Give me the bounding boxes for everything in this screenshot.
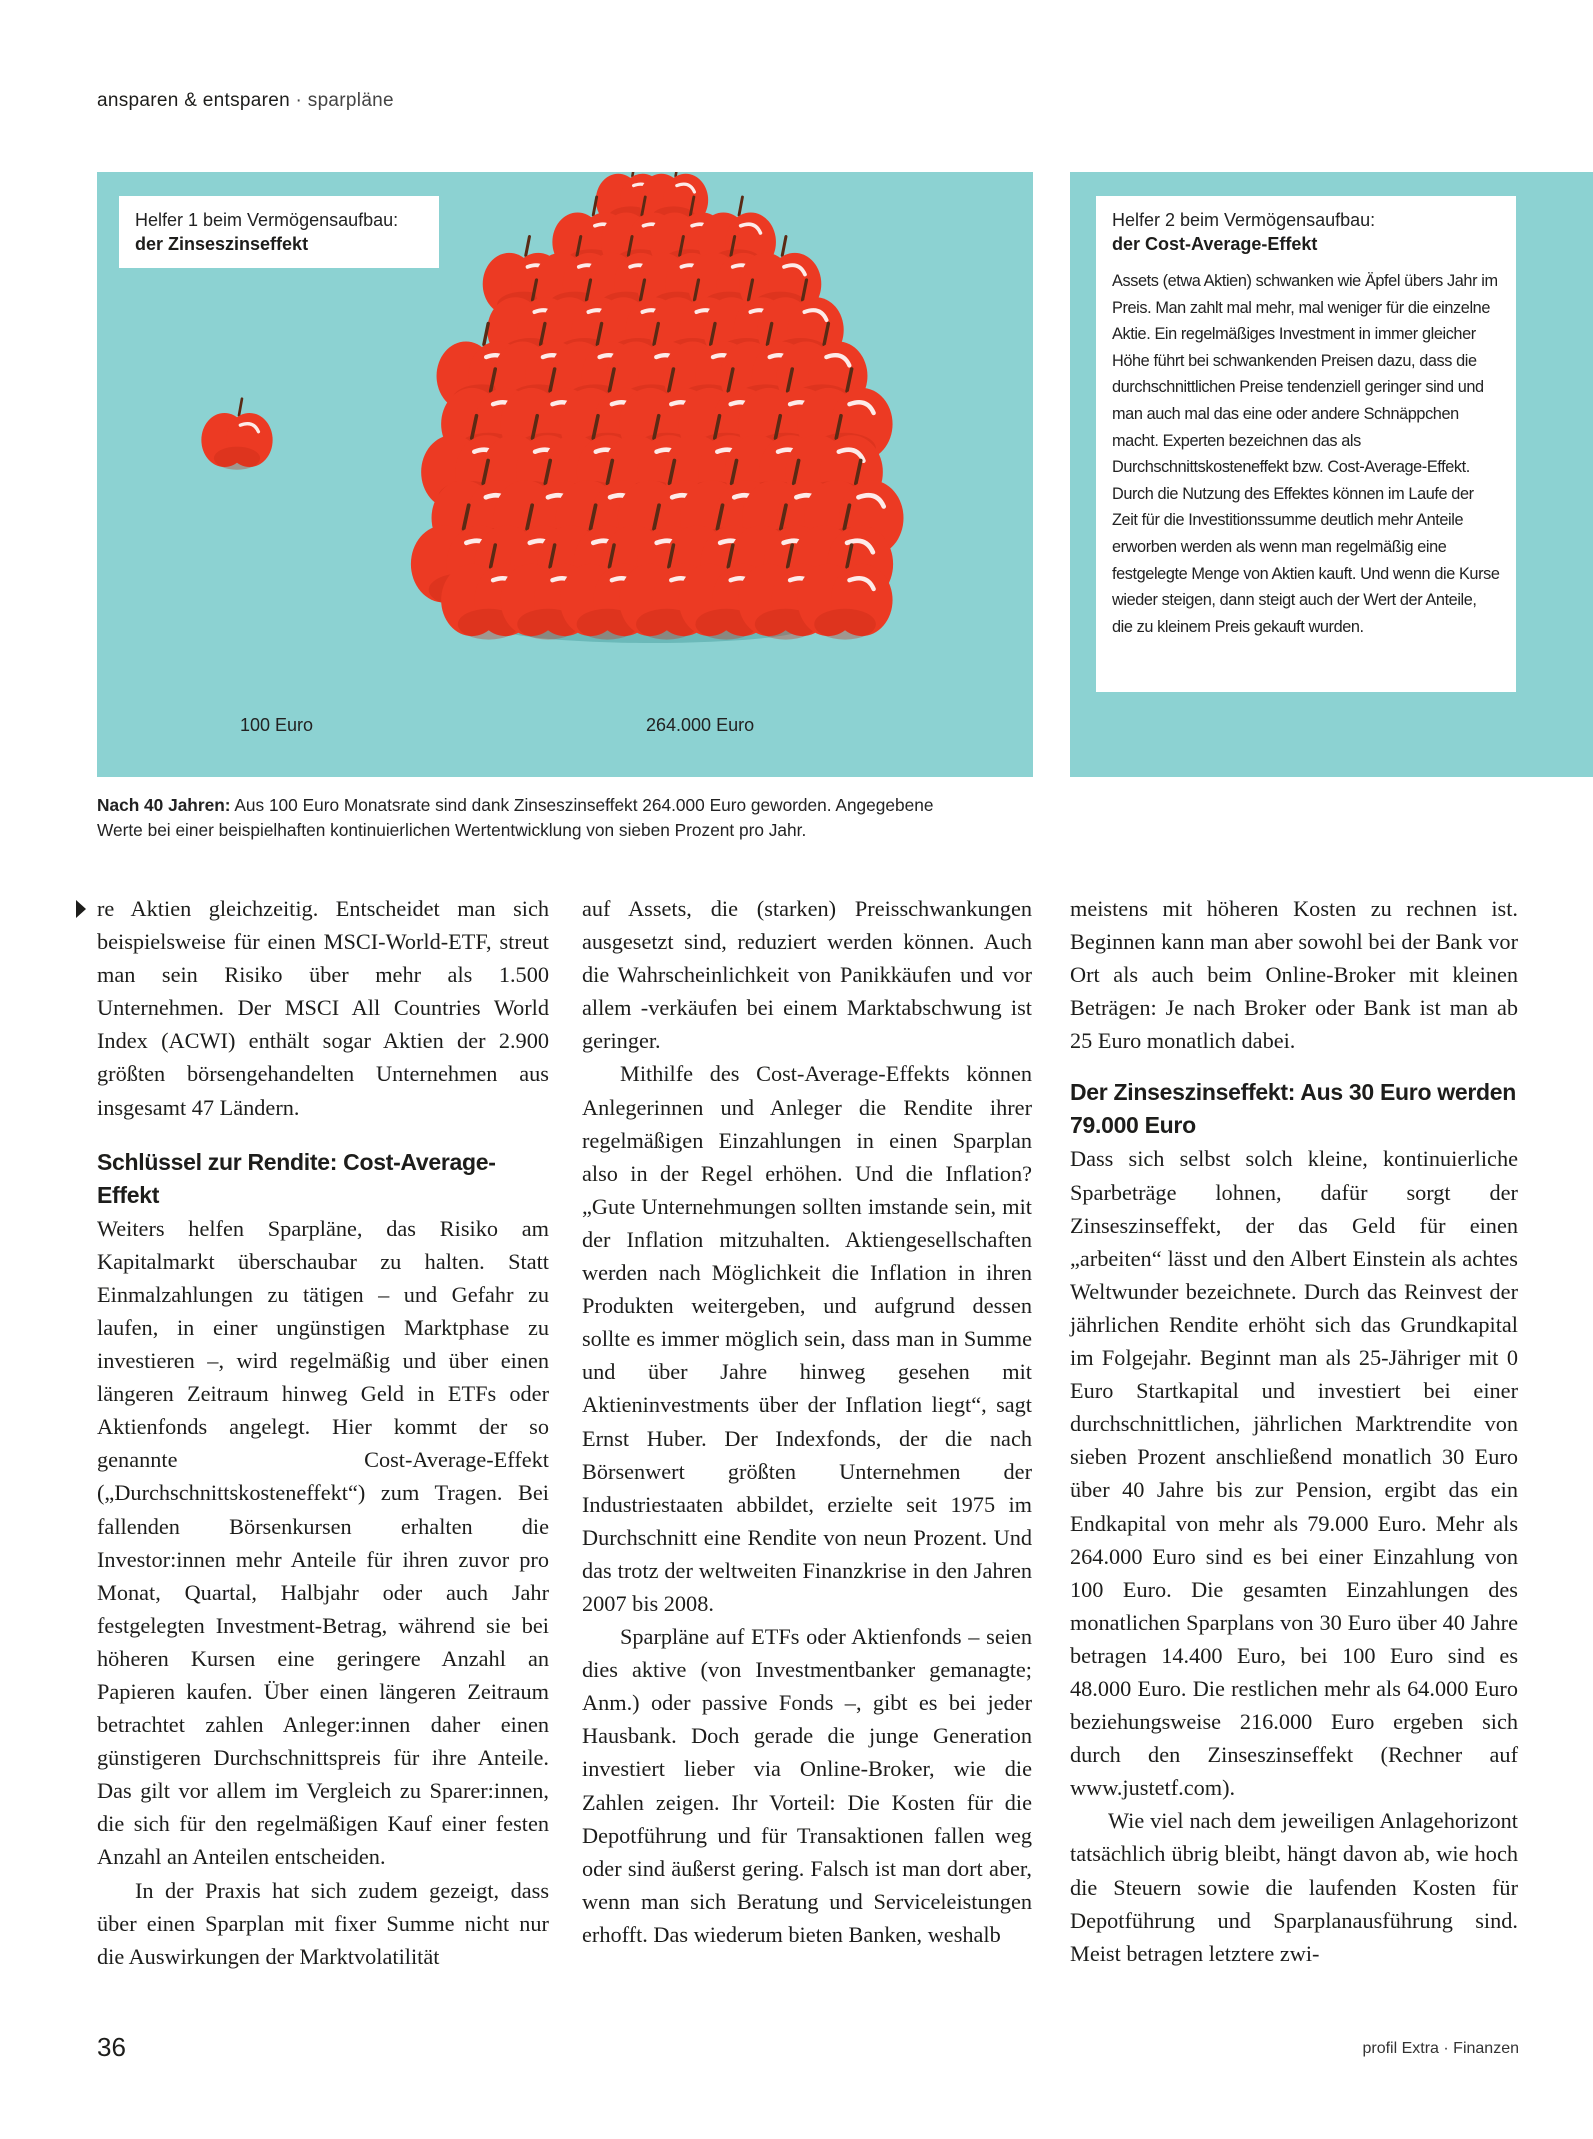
subheading-zinseszins: Der Zinseszinseffekt: Aus 30 Euro werden 79.000 Euro: [1070, 1079, 1517, 1139]
section-separator: ·: [289, 90, 308, 111]
paragraph: In der Praxis hat sich zudem gezeigt, dass über einen Sparplan mit fixer Summe nicht nur die Auswirkungen der Marktvolatilität: [97, 1877, 549, 1969]
paragraph: Mithilfe des Cost-Average-Effekts können Anlegerinnen und Anleger die Rendite ihrer regelmäßigen Einzahlungen in einen Sparplan also in der Regel erhöhen. Und die Inflation? „Gute Unternehmungen sollten imstande sein, mit der Inflation mitzuhalten. Aktiengesellschaften werden nach Möglichkeit die Inflation in ihren Produkten weitergeben, und aufgrund dessen sollte es immer möglich sein, dass man in Summe und über Jahre hinweg gesehen mit Aktieninvestments über der Inflation liegt“, sagt Ernst Huber. Der Indexfonds, der die nach Börsenwert größten Unternehmen der Industriestaaten abbildet, erzielte seit 1975 im Durchschnitt eine Rendite von neun Prozent. Und das trotz der weltweiten Finanzkrise in den Jahren 2007 bis 2008.: [582, 1061, 1032, 1616]
paragraph: Weiters helfen Sparpläne, das Risiko am Kapitalmarkt überschaubar zu halten. Statt Einmalzahlungen zu tätigen – und Gefahr zu laufen, in einer ungünstigen Marktphase zu investieren –, wird regelmäßig und über einen längeren Zeitraum hinweg Geld in ETFs oder Aktienfonds angelegt. Hier kommt der so genannte Cost-Average-Effekt („Durchschnittskosteneffekt“) zum Tragen. Bei fallenden Börsenkursen erhalten die Investor:innen mehr Anteile für ihren zuvor pro Monat, Quartal, Halbjahr oder auch Jahr festgelegten Investment-Betrag, während sie bei höheren Kursen eine geringere Anzahl an Papieren kaufen. Über einen längeren Zeitraum betrachtet zahlen Anleger:innen daher einen günstigeren Durchschnittspreis für ihre Anteile. Das gilt vor allem im Vergleich zu Sparer:innen, die sich für den regelmäßigen Kauf einer festen Anzahl an Anteilen entscheiden.: [97, 1215, 549, 1870]
helper2-body: Assets (etwa Aktien) schwanken wie Äpfel übers Jahr im Preis. Man zahlt mal mehr, mal weniger für die einzelne Aktie. Ein regelmäßiges Investment in immer gleicher Höhe führt bei schwankenden Preisen dazu, dass die durchschnittlichen Preise tendenziell geringer sind und man auch mal das eine oder andere Schnäppchen macht. Experten bezeichnen das als Durchschnittskosteneffekt bzw. Cost-Average-Effekt. Durch die Nutzung des Effektes können im Laufe der Zeit für die Investitionssumme deutlich mehr Anteile erworben werden als wenn man regelmäßig eine festgelegte Menge von Aktien kauft. Und wenn die Kurse wieder steigen, dann steigt auch der Wert der Anteile, die zu kleinem Preis gekauft wurden.: [1112, 272, 1500, 636]
text-column-2: [582, 892, 1032, 1951]
paragraph: auf Assets, die (starken) Preisschwankungen ausgesetzt sind, reduziert werden können. Auch die Wahrscheinlichkeit von Panikkäufen und vor allem -verkäufen bei einem Marktabschwung ist geringer.: [582, 896, 1032, 1054]
caption-lead: Nach 40 Jahren:: [97, 795, 231, 815]
subheading-cost-average: Schlüssel zur Rendite: Cost-Average-Effekt: [97, 1148, 496, 1208]
section-header: [97, 90, 394, 112]
amount-label-large: 264.000 Euro: [646, 715, 755, 735]
paragraph: meistens mit höheren Kosten zu rechnen ist. Beginnen kann man aber sowohl bei der Bank vor Ort als auch beim Online-Broker mit kleinen Beträgen: Je nach Broker oder Bank ist man ab 25 Euro monatlich dabei.: [1070, 896, 1518, 1054]
section-title: ansparen & entsparen: [97, 90, 290, 111]
amount-label-small: 100 Euro: [240, 715, 314, 735]
figure-caption: [97, 793, 967, 843]
continuation-arrow-icon: [76, 900, 86, 918]
paragraph: Dass sich selbst solch kleine, kontinuierliche Sparbeträge lohnen, dafür sorgt der Zinseszinseffekt, der das Geld für einen „arbeiten“ lässt und den Albert Einstein als achtes Weltwunder bezeichnete. Durch das Reinvest der jährlichen Rendite erhöht sich das Grundkapital im Folgejahr. Beginnt man als 25-Jähriger mit 0 Euro Startkapital und investiert bei einer durchschnittlichen, jährlichen Marktrendite von sieben Prozent anschließend monatlich 30 Euro über 40 Jahre bis zur Pension, ergibt das ein Endkapital von mehr als 79.000 Euro. Mehr als 264.000 Euro sind es bei einer Einzahlung von 100 Euro. Die gesamten Einzahlungen des monatlichen Sparplans von 30 Euro über 40 Jahre betragen 14.400 Euro, bei 100 Euro sind es 48.000 Euro. Die restlichen mehr als 64.000 Euro beziehungsweise 216.000 Euro ergeben sich durch den Zinseszinseffekt (Rechner auf www.justetf.com).: [1070, 1146, 1518, 1801]
paragraph: Wie viel nach dem jeweiligen Anlagehorizont tatsächlich übrig bleibt, hängt davon ab, wie hoch die Steuern sowie die laufenden Kosten für Depotführung und Sparplanausführung sind. Meist betragen letztere zwi-: [1070, 1808, 1518, 1966]
text-column-3: [1070, 892, 1518, 1970]
footer-publication: profil Extra · Finanzen: [1362, 2040, 1519, 2057]
paragraph: Sparpläne auf ETFs oder Aktienfonds – seien dies aktive (von Investmentbanker gemanagte; Anm.) oder passive Fonds –, gibt es bei jeder Hausbank. Doch gerade die junge Generation investiert lieber via Online-Broker, wie die Zahlen zeigen. Ihr Vorteil: Die Kosten für die Depotführung und für Transaktionen fallen weg oder sind äußerst gering. Falsch ist man dort aber, wenn man sich Beratung und Serviceleistungen erhofft. Das wiederum bieten Banken, weshalb: [582, 1624, 1032, 1947]
page-number: 36: [97, 2032, 126, 2062]
helper2-title: Helfer 2 beim Vermögensaufbau:: [1112, 210, 1376, 230]
paragraph: re Aktien gleichzeitig. Entscheidet man sich beispielsweise für einen MSCI-World-ETF, streut man sein Risiko über mehr als 1.500 Unternehmen. Der MSCI All Countries World Index (ACWI) enthält sogar Aktien der 2.900 größten börsengehandelten Unternehmen aus insgesamt 47 Ländern.: [97, 896, 549, 1120]
helper1-heading: der Zinseszinseffekt: [135, 234, 309, 254]
section-subtitle: sparpläne: [307, 90, 394, 111]
text-column-1: [97, 892, 549, 1973]
caption-text: Aus 100 Euro Monatsrate sind dank Zinseszinseffekt 264.000 Euro geworden. Angegebene Werte bei einer beispielhaften kontinuierlichen Wertentwicklung von sieben Prozent pro Jahr.: [97, 795, 934, 840]
helper2-box: [1096, 196, 1516, 692]
helper1-title: Helfer 1 beim Vermögensaufbau:: [135, 210, 399, 230]
helper2-heading: der Cost-Average-Effekt: [1112, 234, 1318, 254]
helper1-box: [119, 196, 439, 268]
apple-icon: [201, 399, 272, 470]
